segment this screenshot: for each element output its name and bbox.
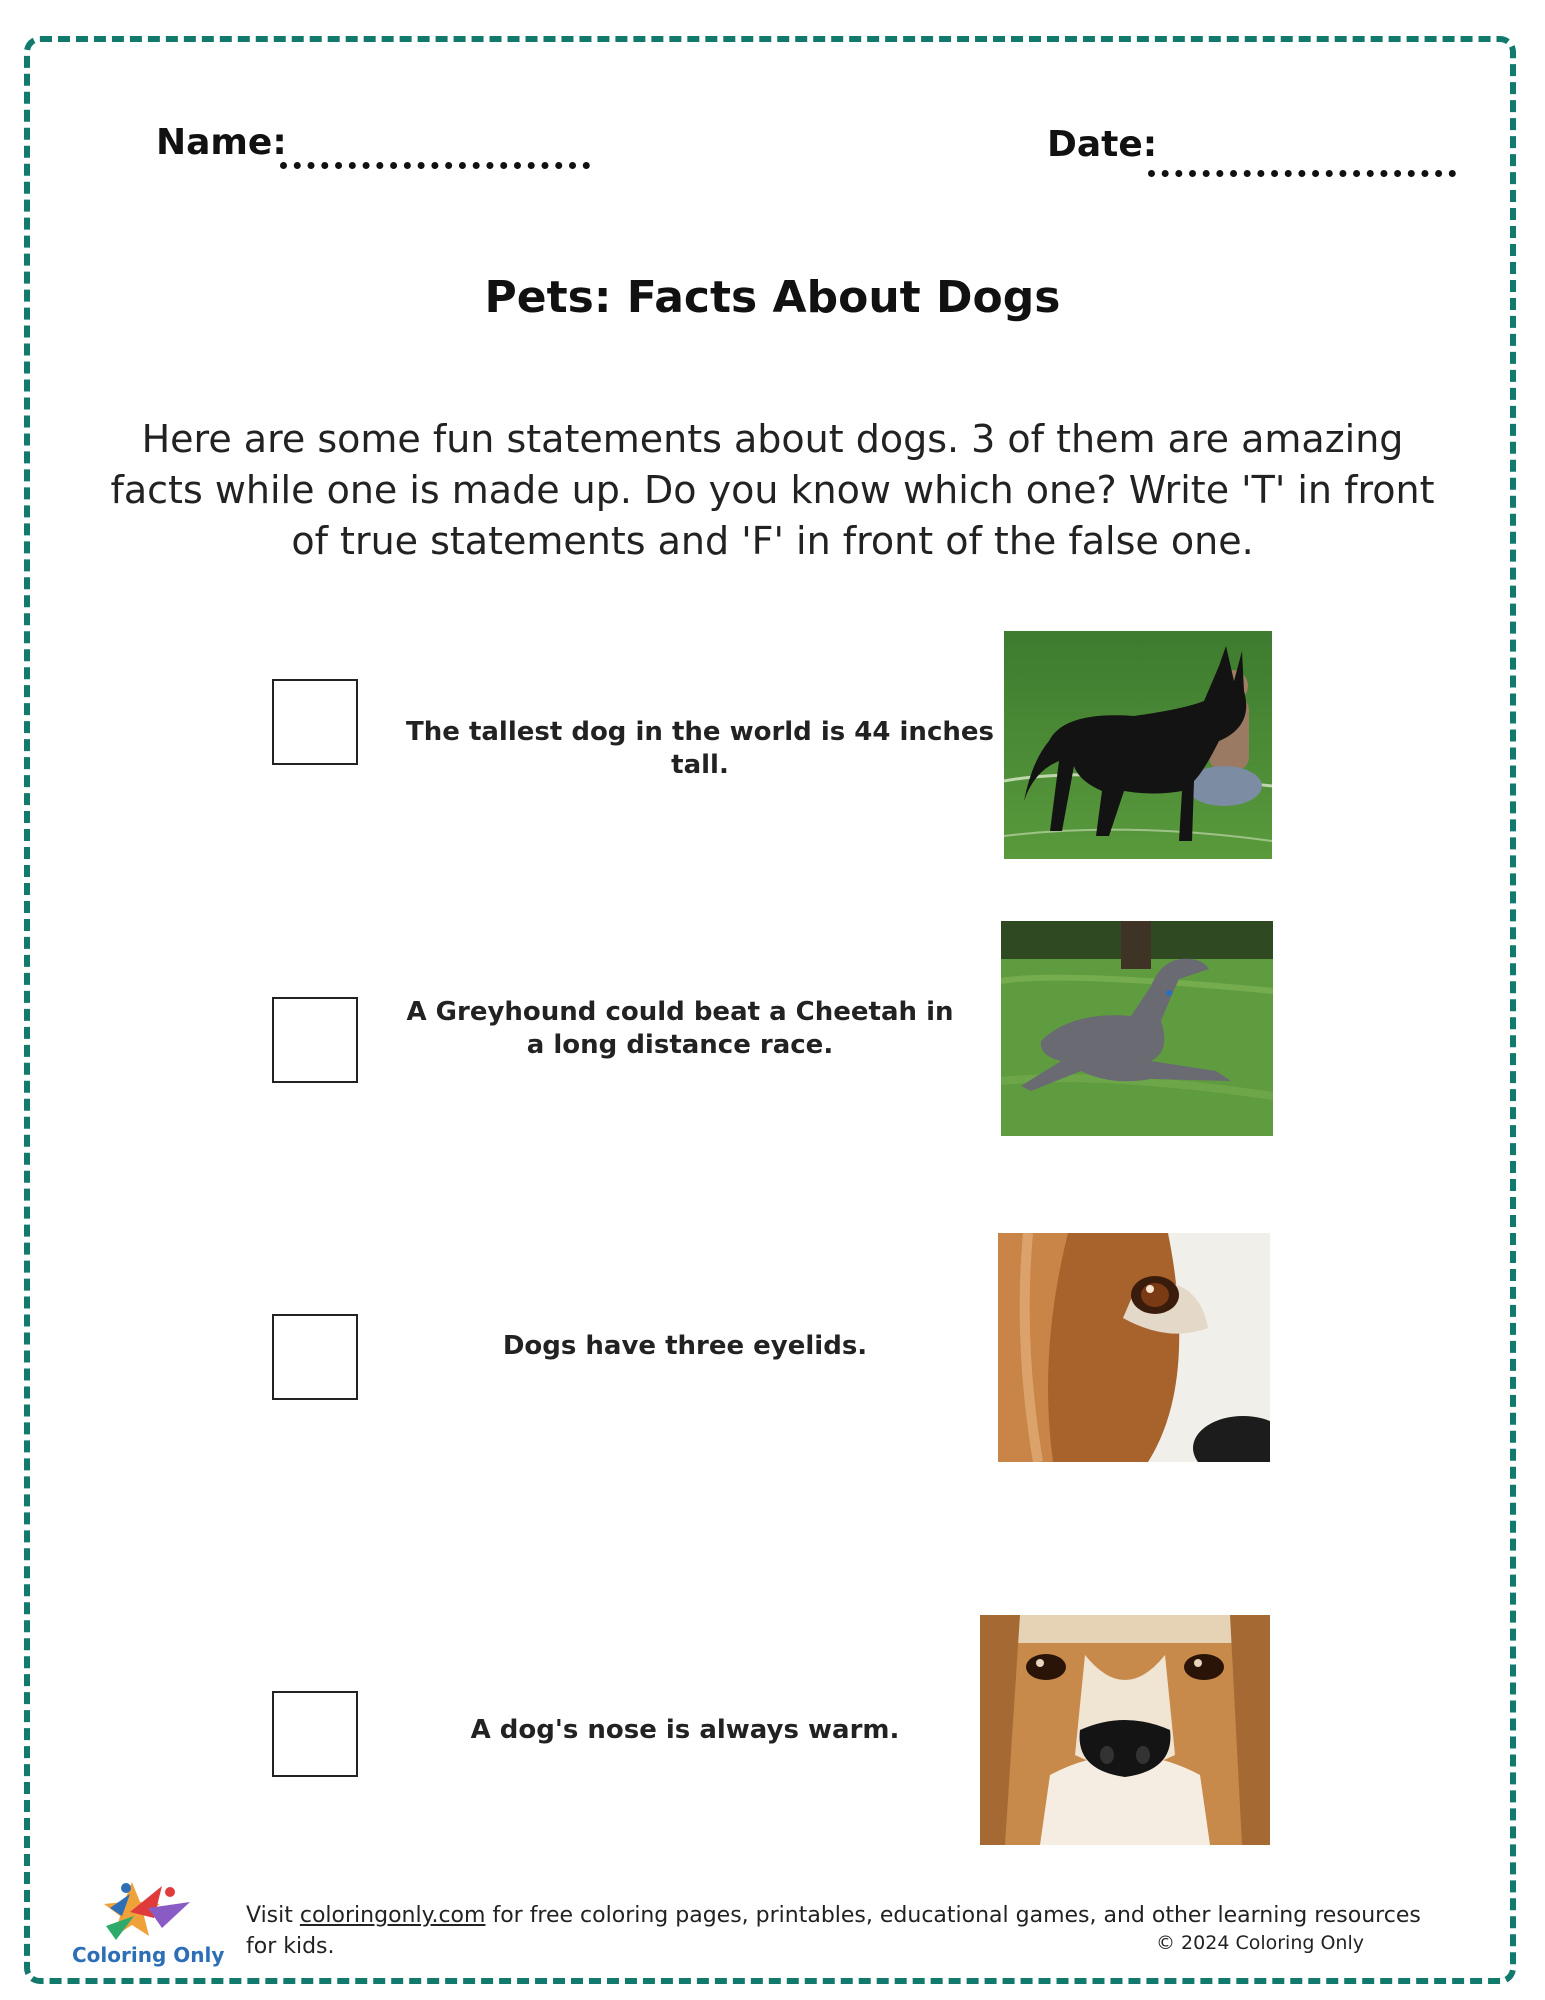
- date-label: Date:: [1047, 124, 1158, 165]
- answer-box-1[interactable]: [272, 679, 358, 765]
- name-field-line[interactable]: [280, 162, 590, 169]
- answer-box-4[interactable]: [272, 1691, 358, 1777]
- instructions-text: Here are some fun statements about dogs. 3 of them are amazing facts while one is made up. Do you know which one? Write 'T' in front of true statements and 'F' in front of the false one.: [110, 417, 1435, 563]
- answer-box-3[interactable]: [272, 1314, 358, 1400]
- brand-name: Coloring Only: [72, 1943, 225, 1967]
- statement-2-text: A Greyhound could beat a Cheetah in a long distance race.: [406, 997, 954, 1060]
- name-label: Name:: [156, 122, 287, 163]
- statement-1-text: The tallest dog in the world is 44 inches tall.: [406, 717, 994, 780]
- greyhound-photo: [1001, 921, 1273, 1136]
- beagle-eye-photo: [998, 1233, 1270, 1462]
- great-dane-photo: [1004, 631, 1272, 859]
- date-field-line[interactable]: [1148, 170, 1456, 177]
- answer-box-2[interactable]: [272, 997, 358, 1083]
- footer-text-before-link: Visit: [246, 1903, 300, 1928]
- footer-text-after-link: for free coloring pages, printables, educational games, and other learning resources for kids.: [246, 1903, 1421, 1959]
- statement-4-text: A dog's nose is always warm.: [470, 1715, 900, 1745]
- dog-face-photo: [980, 1615, 1270, 1845]
- page-title: Pets: Facts About Dogs: [484, 272, 1061, 323]
- statement-3-text: Dogs have three eyelids.: [502, 1331, 868, 1361]
- footer-website-link[interactable]: coloringonly.com: [299, 1903, 486, 1928]
- copyright-text: © 2024 Coloring Only: [1156, 1932, 1364, 1954]
